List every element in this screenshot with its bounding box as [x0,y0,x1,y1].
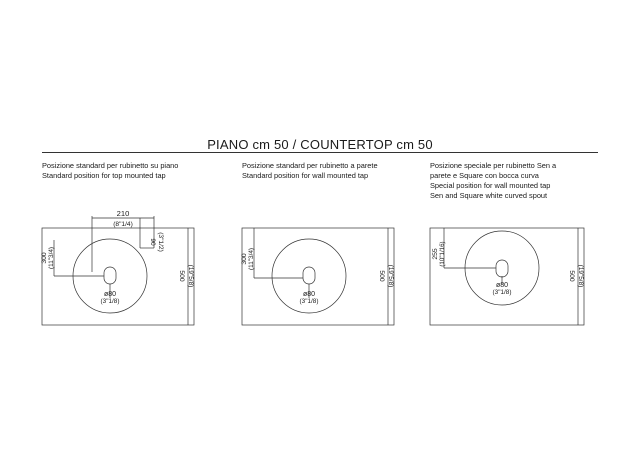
drawing-title: PIANO cm 50 / COUNTERTOP cm 50 [207,137,433,152]
drain-slot [303,267,315,284]
dim-label-hole-mm: ø80 [302,291,316,298]
dim-label-left-mm: 255 [432,248,439,260]
dim-label-left-in: (11"3/4) [248,247,255,271]
panel-top-mounted [42,216,194,325]
dim-label-hole-in: (3"1/8) [492,289,512,296]
caption-line: Special position for wall mounted tap [430,181,551,190]
dim-label-hole-in: (3"1/8) [299,298,319,305]
dim-label-top-in: (8"1/4) [113,221,133,228]
countertop-outline [242,228,394,325]
caption-line: Posizione standard per rubinetto a parete [242,161,378,170]
dim-label-right-in: (19"5/8) [387,264,394,288]
dim-label-left-in: (11"3/4) [48,246,55,270]
caption-line: parete e Square con bocca curva [430,171,539,180]
caption-line: Posizione speciale per rubinetto Sen a [430,161,557,170]
dim-label-left-mm: 300 [41,252,48,264]
caption-line: Standard position for top mounted tap [42,171,166,180]
dim-label-left-in: (10"1/16) [439,241,446,267]
dim-label-right-in: (19"5/8) [577,264,584,288]
panel-wall-mounted [242,228,394,325]
dim-label-hole-mm: ø80 [495,282,509,289]
dim-label-right-small-mm: 90 [149,238,156,246]
dim-label-hole-mm: ø80 [103,291,117,298]
dim-label-hole-in: (3"1/8) [100,298,120,305]
dim-label-right-in: (19"5/8) [187,264,194,288]
dim-label-right-mm: 500 [178,270,185,282]
drain-slot [104,267,116,284]
dim-label-left-mm: 300 [241,253,248,265]
panel-special-position [430,228,584,325]
dim-label-right-small-in: (3"1/2) [157,232,164,252]
caption-line: Standard position for wall mounted tap [242,171,369,180]
dim-label-right-mm: 500 [378,270,385,282]
caption-line: Sen and Square white curved spout [430,191,548,200]
dim-label-top-mm: 210 [116,209,130,218]
drain-slot [496,260,508,277]
caption-line: Posizione standard per rubinetto su piano [42,161,179,170]
countertop-outline [430,228,584,325]
dim-label-right-mm: 500 [568,270,575,282]
countertop-outline [42,228,194,325]
